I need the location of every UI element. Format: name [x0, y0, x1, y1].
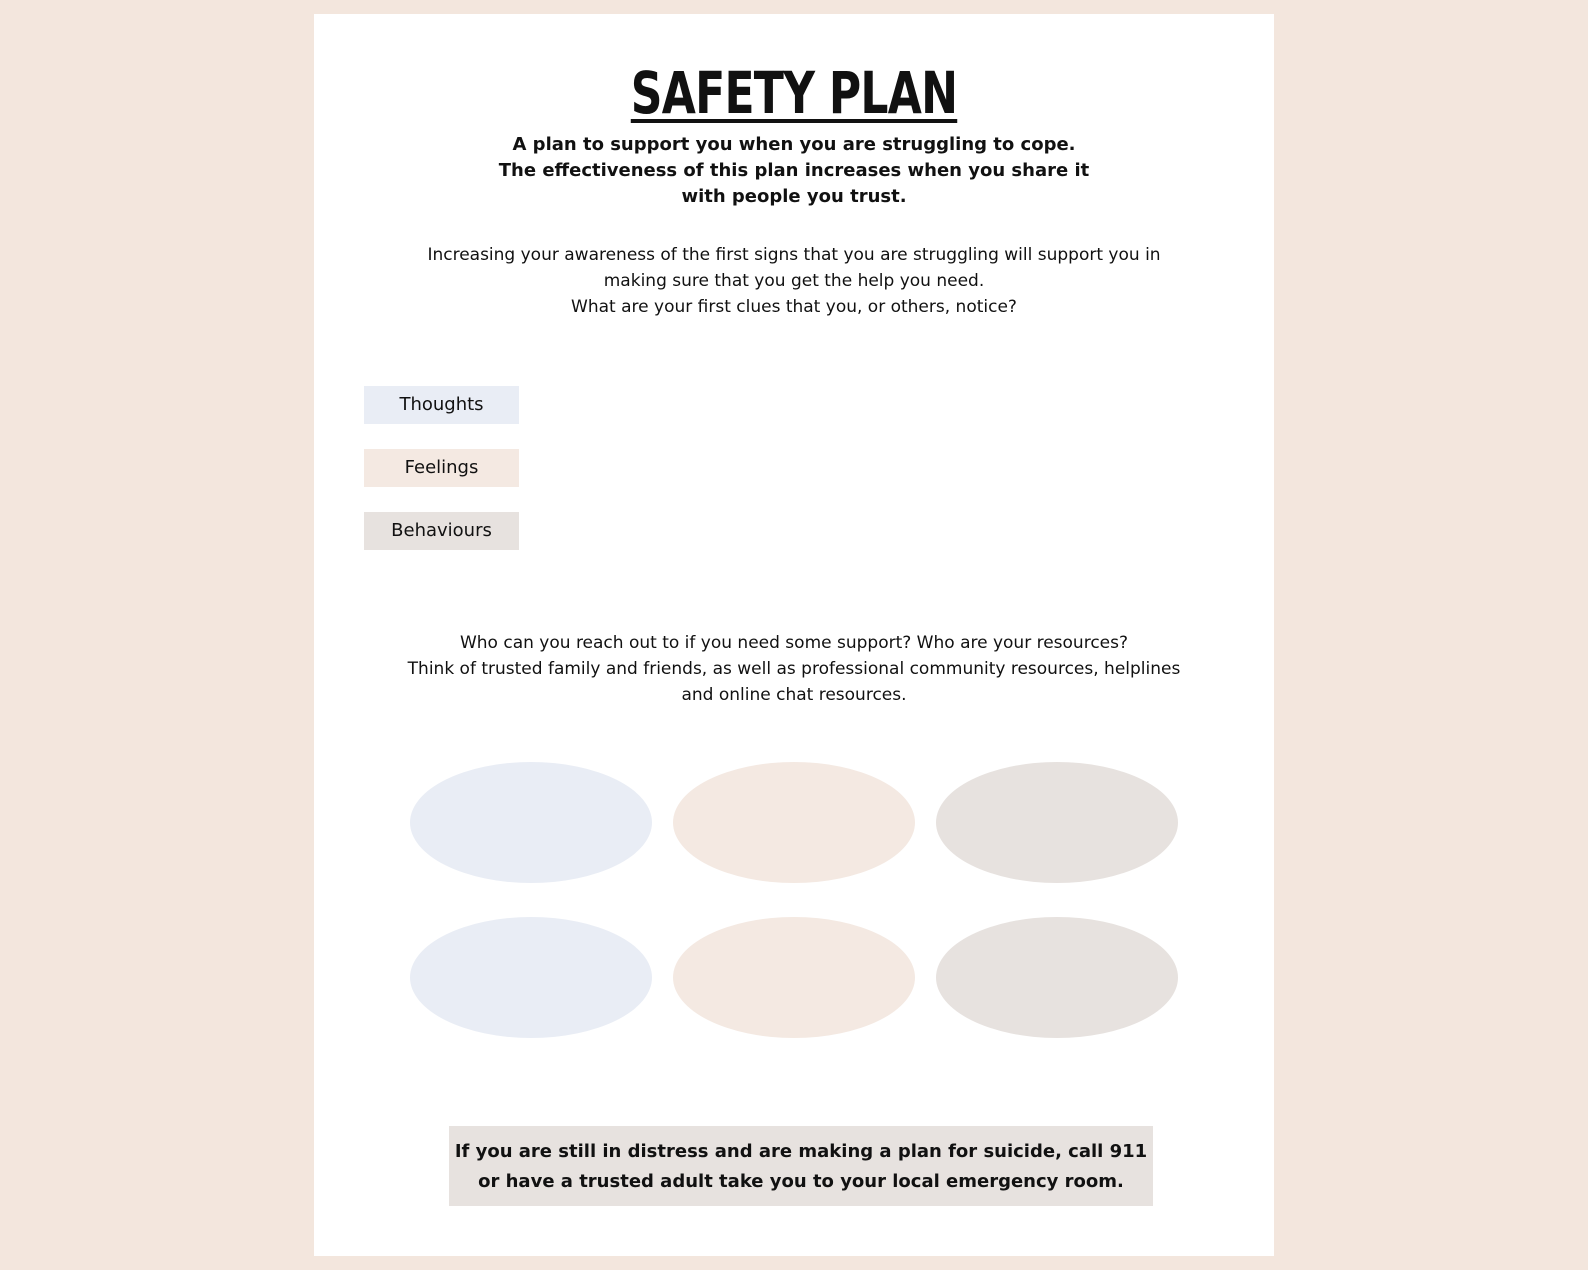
intro-line: with people you trust.	[681, 186, 907, 207]
intro-line: The effectiveness of this plan increases when you share it	[498, 160, 1090, 181]
resource-oval-5	[673, 917, 915, 1038]
intro-line: A plan to support you when you are struggling to cope.	[512, 134, 1076, 155]
resource-oval-4	[410, 917, 652, 1038]
page-title: SAFETY PLAN	[630, 59, 958, 127]
awareness-line: What are your first clues that you, or others, notice?	[571, 297, 1017, 317]
emergency-line: or have a trusted adult take you to your local emergency room.	[478, 1171, 1124, 1192]
resource-oval-1	[410, 762, 652, 883]
awareness-line: making sure that you get the help you need.	[603, 271, 985, 291]
resources-line: Think of trusted family and friends, as well as professional community resources, helplines	[407, 659, 1181, 679]
feelings-label: Feelings	[364, 449, 519, 487]
resource-oval-3	[936, 762, 1178, 883]
resources-line: and online chat resources.	[681, 685, 907, 705]
awareness-prompt	[394, 242, 1194, 320]
safety-plan-page	[314, 14, 1274, 1256]
thoughts-label: Thoughts	[364, 386, 519, 424]
resource-oval-6	[936, 917, 1178, 1038]
intro-text	[494, 132, 1094, 210]
emergency-line: If you are still in distress and are making a plan for suicide, call 911	[454, 1141, 1148, 1162]
resources-line: Who can you reach out to if you need some support? Who are your resources?	[459, 633, 1129, 653]
awareness-line: Increasing your awareness of the first signs that you are struggling will support you in	[427, 245, 1161, 265]
resources-prompt	[374, 630, 1214, 708]
emergency-notice	[449, 1126, 1153, 1206]
resource-oval-2	[673, 762, 915, 883]
behaviours-label: Behaviours	[364, 512, 519, 550]
